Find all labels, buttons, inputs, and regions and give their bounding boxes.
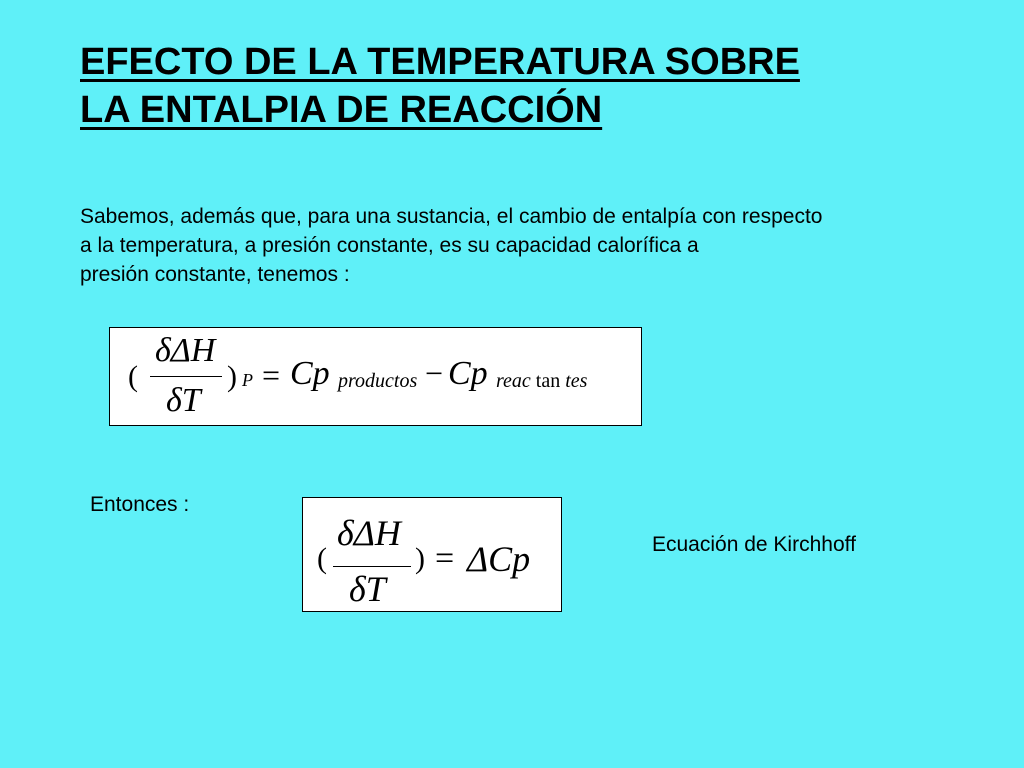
eq1-minus: − xyxy=(425,355,444,391)
intro-line-2: a la temperatura, a presión constante, es su capacidad calorífica a xyxy=(80,234,699,257)
eq1-term2: Cp xyxy=(448,355,488,392)
eq1-fraction-bar xyxy=(150,376,222,377)
eq2-equals: = xyxy=(435,540,455,577)
slide-title xyxy=(80,38,800,134)
equation-box-kirchhoff xyxy=(302,497,562,612)
equation-name-label: Ecuación de Kirchhoff xyxy=(652,533,856,556)
equation-box-general xyxy=(109,327,642,426)
eq2-denominator: δT xyxy=(349,569,386,609)
eq1-term2-subscript: reac tan tes xyxy=(496,370,588,392)
eq1-term1-subscript: productos xyxy=(338,370,418,392)
intro-paragraph xyxy=(80,202,822,289)
title-line-1: EFECTO DE LA TEMPERATURA SOBRE xyxy=(80,41,800,83)
title-line-2: LA ENTALPIA DE REACCIÓN xyxy=(80,89,603,131)
eq2-fraction-bar xyxy=(333,566,411,567)
eq1-denominator: δT xyxy=(166,382,201,419)
eq1-subscript-p: P xyxy=(242,370,253,390)
intro-line-1: Sabemos, además que, para una sustancia, el cambio de entalpía con respecto xyxy=(80,205,823,228)
intro-line-3: presión constante, tenemos : xyxy=(80,263,350,286)
eq2-rhs: ΔCp xyxy=(467,539,531,579)
eq2-numerator: δΔH xyxy=(337,513,401,553)
eq1-open-paren: ( xyxy=(128,360,138,393)
eq1-close-paren: ) xyxy=(227,360,237,393)
eq1-numerator: δΔH xyxy=(155,332,216,369)
eq1-term1: Cp xyxy=(290,355,330,392)
eq1-equals: = xyxy=(262,357,281,393)
eq2-open-paren: ( xyxy=(317,542,327,575)
entonces-label: Entonces : xyxy=(90,493,190,516)
eq2-close-paren: ) xyxy=(415,542,425,575)
